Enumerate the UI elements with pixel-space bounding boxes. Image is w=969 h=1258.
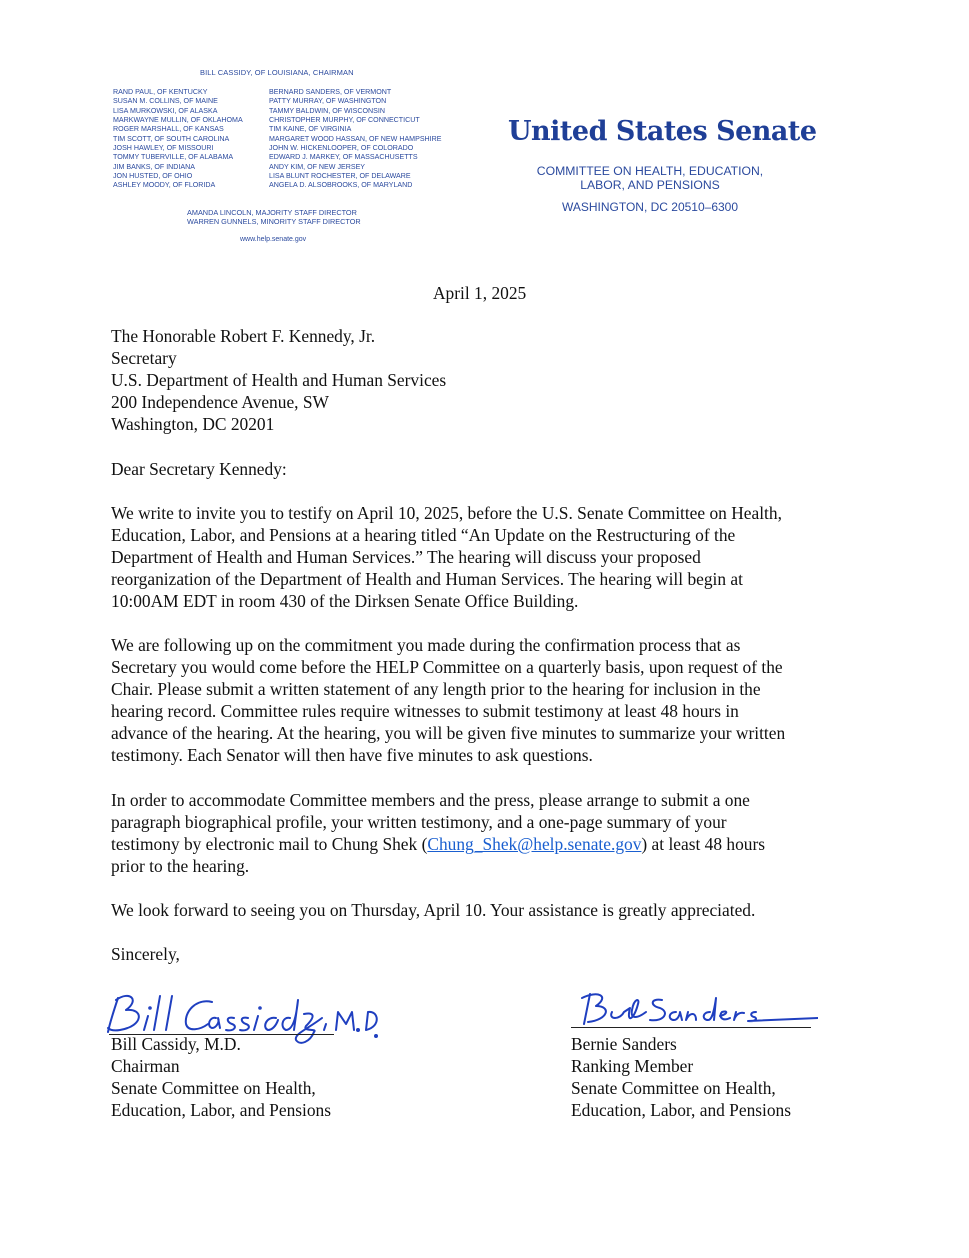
member-name: BERNARD SANDERS, OF VERMONT [269,88,392,96]
paragraph-invitation [111,502,782,612]
majority-staff-director: AMANDA LINCOLN, MAJORITY STAFF DIRECTOR [187,208,357,217]
signatory-org: Education, Labor, and Pensions [571,1100,792,1120]
recipient-line: 200 Independence Avenue, SW [111,392,329,412]
paragraph-line: Chair. Please submit a written statement of any length prior to the hearing for inclusion in the [111,679,761,699]
letter-date: April 1, 2025 [433,283,527,303]
member-name: JOSH HAWLEY, OF MISSOURI [113,144,214,153]
member-name: CHRISTOPHER MURPHY, OF CONNECTICUT [269,116,420,125]
paragraph-line: In order to accommodate Committee members and the press, please arrange to submit a one [111,790,750,810]
member-name: PATTY MURRAY, OF WASHINGTON [269,97,387,106]
senate-title: United States Senate [508,116,817,147]
member-name: JON HUSTED, OF OHIO [113,172,193,181]
signature-line-right [571,1027,811,1028]
committee-name-line2: LABOR, AND PENSIONS [580,178,720,192]
signatory-title: Chairman [111,1056,180,1076]
member-name: TOMMY TUBERVILLE, OF ALABAMA [113,153,234,162]
signatory-block-left [111,1033,331,1121]
paragraph-line: advance of the hearing. At the hearing, you will be given five minutes to summarize your written [111,723,786,743]
signatory-org: Education, Labor, and Pensions [111,1100,332,1120]
member-name: SUSAN M. COLLINS, OF MAINE [113,97,218,106]
member-name: TAMMY BALDWIN, OF WISCONSIN [269,106,386,115]
paragraph-line [111,833,765,855]
signatory-name: Bill Cassidy, M.D. [111,1034,241,1054]
paragraph-line: Secretary you would come before the HELP Committee on a quarterly basis, upon request of the [111,657,783,677]
signatory-name: Bernie Sanders [571,1034,677,1054]
member-name: LISA BLUNT ROCHESTER, OF DELAWARE [269,172,411,181]
paragraph-submission [111,789,765,877]
recipient-line: Washington, DC 20201 [111,414,275,434]
email-link[interactable]: Chung_Shek@help.senate.gov [427,834,642,854]
committee-website: www.help.senate.gov [240,236,307,243]
recipient-line: U.S. Department of Health and Human Services [111,370,447,390]
member-name: MARKWAYNE MULLIN, OF OKLAHOMA [113,116,243,125]
paragraph-line: reorganization of the Department of Health and Human Services. The hearing will begin at [111,569,743,589]
paragraph-line: We write to invite you to testify on April 10, 2025, before the U.S. Senate Committee on Health, [111,503,782,523]
paragraph-line: testimony. Each Senator will then have five minutes to ask questions. [111,745,593,765]
paragraph-closing: We look forward to seeing you on Thursday, April 10. Your assistance is greatly appreciated. [111,900,756,920]
member-name: ASHLEY MOODY, OF FLORIDA [113,181,216,190]
paragraph-text: ) at least 48 hours [641,834,766,854]
member-name: RAND PAUL, OF KENTUCKY [113,88,208,96]
signatory-block-right [571,1033,791,1121]
paragraph-text: testimony by electronic mail to Chung Shek ( [111,834,428,854]
recipient-line: Secretary [111,348,177,368]
member-name: TIM KAINE, OF VIRGINIA [269,125,352,134]
paragraph-line: Education, Labor, and Pensions at a hearing titled “An Update on the Restructuring of the [111,525,736,545]
minority-staff-director: WARREN GUNNELS, MINORITY STAFF DIRECTOR [187,217,361,226]
signatory-org: Senate Committee on Health, [571,1078,776,1098]
paragraph-line: paragraph biographical profile, your written testimony, and a one-page summary of your [111,812,727,832]
member-name: MARGARET WOOD HASSAN, OF NEW HAMPSHIRE [269,134,442,143]
recipient-line: The Honorable Robert F. Kennedy, Jr. [111,326,376,346]
majority-members-list [113,88,243,191]
signatory-title: Ranking Member [571,1056,694,1076]
member-name: ANDY KIM, OF NEW JERSEY [269,162,366,171]
member-name: LISA MURKOWSKI, OF ALASKA [113,106,218,115]
minority-members-list [269,88,442,191]
committee-address: WASHINGTON, DC 20510–6300 [561,200,739,214]
member-name: ANGELA D. ALSOBROOKS, OF MARYLAND [269,181,413,190]
salutation: Dear Secretary Kennedy: [111,459,287,479]
sanders-signature [568,990,818,1030]
paragraph-line: hearing record. Committee rules require witnesses to submit testimony at least 48 hours in [111,701,739,721]
paragraph-line: 10:00AM EDT in room 430 of the Dirksen Senate Office Building. [111,591,579,611]
recipient-address [111,325,446,435]
member-name: ROGER MARSHALL, OF KANSAS [113,125,224,134]
chairman-line: BILL CASSIDY, OF LOUISIANA, CHAIRMAN [200,68,354,77]
paragraph-line: Department of Health and Human Services.” The hearing will discuss your proposed [111,547,701,567]
signatory-org: Senate Committee on Health, [111,1078,316,1098]
closing: Sincerely, [111,944,180,964]
paragraph-line: We are following up on the commitment you made during the confirmation process that as [111,635,741,655]
paragraph-line: prior to the hearing. [111,856,250,876]
member-name: EDWARD J. MARKEY, OF MASSACHUSETTS [269,153,418,162]
member-name: JIM BANKS, OF INDIANA [113,162,195,171]
member-name: TIM SCOTT, OF SOUTH CAROLINA [113,134,230,143]
member-name: JOHN W. HICKENLOOPER, OF COLORADO [269,144,414,153]
committee-name-line1: COMMITTEE ON HEALTH, EDUCATION, [536,164,764,178]
paragraph-commitment [111,634,785,766]
